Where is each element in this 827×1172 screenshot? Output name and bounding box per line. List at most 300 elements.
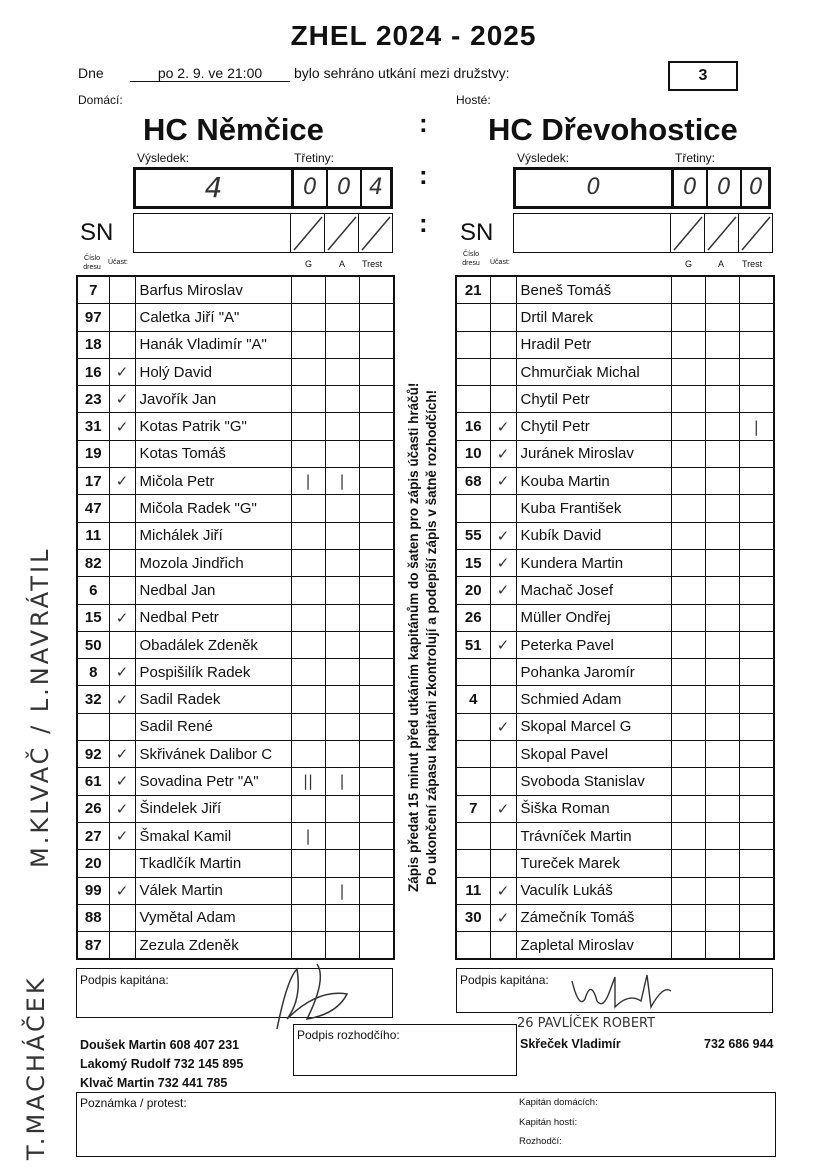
- attendance-check[interactable]: ✓: [490, 631, 516, 658]
- assists-cell[interactable]: [705, 877, 739, 904]
- attendance-check[interactable]: ✓: [109, 386, 135, 413]
- player-number[interactable]: 15: [456, 549, 490, 576]
- away-col-a: A: [718, 259, 725, 269]
- goals-cell[interactable]: [671, 795, 705, 822]
- penalty-cell[interactable]: [739, 495, 774, 522]
- player-number[interactable]: 23: [77, 386, 109, 413]
- attendance-check[interactable]: ✓: [490, 713, 516, 740]
- assists-cell[interactable]: |: [325, 877, 359, 904]
- assists-cell[interactable]: [705, 795, 739, 822]
- goals-cell[interactable]: [671, 822, 705, 849]
- attendance-check[interactable]: [109, 549, 135, 576]
- penalty-cell[interactable]: [739, 904, 774, 931]
- assists-cell[interactable]: [705, 686, 739, 713]
- player-name: Schmied Adam: [516, 686, 671, 713]
- goals-cell[interactable]: [291, 522, 325, 549]
- assists-cell[interactable]: [325, 631, 359, 658]
- attendance-check[interactable]: [109, 440, 135, 467]
- penalty-cell[interactable]: [739, 604, 774, 631]
- goals-cell[interactable]: [291, 495, 325, 522]
- attendance-check[interactable]: [490, 659, 516, 686]
- assists-cell[interactable]: [705, 850, 739, 877]
- home-player-row: [77, 331, 394, 358]
- attendance-check[interactable]: [490, 358, 516, 385]
- player-number[interactable]: 7: [77, 276, 109, 304]
- attendance-check[interactable]: [490, 822, 516, 849]
- assists-cell[interactable]: [325, 522, 359, 549]
- attendance-check[interactable]: [109, 577, 135, 604]
- player-number[interactable]: 51: [456, 631, 490, 658]
- player-number[interactable]: 11: [77, 522, 109, 549]
- player-name: Beneš Tomáš: [516, 276, 671, 304]
- home-final-score[interactable]: 4: [136, 170, 294, 206]
- attendance-check[interactable]: ✓: [490, 577, 516, 604]
- assists-cell[interactable]: |: [325, 468, 359, 495]
- goals-cell[interactable]: [671, 468, 705, 495]
- penalty-cell[interactable]: [359, 604, 394, 631]
- penalty-cell[interactable]: [359, 495, 394, 522]
- notes-box[interactable]: [76, 1092, 776, 1157]
- goals-cell[interactable]: [671, 276, 705, 304]
- assists-cell[interactable]: [325, 604, 359, 631]
- assists-cell[interactable]: [705, 331, 739, 358]
- player-number[interactable]: 55: [456, 522, 490, 549]
- penalty-cell[interactable]: [739, 468, 774, 495]
- assists-cell[interactable]: [705, 440, 739, 467]
- player-number[interactable]: 16: [77, 358, 109, 385]
- attendance-check[interactable]: ✓: [109, 686, 135, 713]
- penalty-cell[interactable]: [739, 440, 774, 467]
- penalty-cell[interactable]: [739, 549, 774, 576]
- penalty-cell[interactable]: [359, 440, 394, 467]
- penalty-cell[interactable]: [359, 713, 394, 740]
- home-col-ucast: Účast:: [108, 259, 128, 266]
- attendance-check[interactable]: [490, 768, 516, 795]
- player-number[interactable]: 88: [77, 904, 109, 931]
- attendance-check[interactable]: ✓: [109, 741, 135, 768]
- goals-cell[interactable]: [671, 850, 705, 877]
- home-period-1[interactable]: 0: [294, 170, 328, 206]
- player-number[interactable]: 82: [77, 549, 109, 576]
- home-player-row: [77, 304, 394, 331]
- penalty-cell[interactable]: [739, 659, 774, 686]
- goals-cell[interactable]: [671, 331, 705, 358]
- player-number[interactable]: 30: [456, 904, 490, 931]
- goals-cell[interactable]: [671, 877, 705, 904]
- assists-cell[interactable]: [705, 577, 739, 604]
- player-number[interactable]: 97: [77, 304, 109, 331]
- penalty-cell[interactable]: [359, 276, 394, 304]
- attendance-check[interactable]: ✓: [109, 358, 135, 385]
- goals-cell[interactable]: [671, 932, 705, 960]
- goals-cell[interactable]: [671, 904, 705, 931]
- goals-cell[interactable]: [671, 686, 705, 713]
- player-name: Kotas Tomáš: [135, 440, 291, 467]
- goals-cell[interactable]: [291, 276, 325, 304]
- player-number[interactable]: 11: [456, 877, 490, 904]
- goals-cell[interactable]: [671, 604, 705, 631]
- penalty-cell[interactable]: [739, 331, 774, 358]
- goals-cell[interactable]: [671, 577, 705, 604]
- date-field[interactable]: po 2. 9. ve 21:00: [130, 65, 290, 82]
- assists-cell[interactable]: [705, 304, 739, 331]
- penalty-cell[interactable]: [739, 304, 774, 331]
- assists-cell[interactable]: [705, 741, 739, 768]
- goals-cell[interactable]: [671, 495, 705, 522]
- goals-cell[interactable]: [291, 659, 325, 686]
- goals-cell[interactable]: [291, 932, 325, 960]
- player-number[interactable]: 4: [456, 686, 490, 713]
- home-sn-box[interactable]: [133, 213, 393, 253]
- assists-cell[interactable]: [705, 386, 739, 413]
- goals-cell[interactable]: [291, 713, 325, 740]
- penalty-cell[interactable]: [739, 713, 774, 740]
- goals-cell[interactable]: [671, 741, 705, 768]
- goals-cell[interactable]: [291, 358, 325, 385]
- goals-cell[interactable]: [291, 850, 325, 877]
- attendance-check[interactable]: [490, 741, 516, 768]
- page-title: ZHEL 2024 - 2025: [290, 20, 537, 51]
- attendance-check[interactable]: ✓: [490, 877, 516, 904]
- attendance-check[interactable]: [109, 304, 135, 331]
- home-label: Domácí:: [78, 93, 123, 107]
- assists-cell[interactable]: [325, 822, 359, 849]
- assists-cell[interactable]: [325, 577, 359, 604]
- away-period-1[interactable]: 0: [674, 170, 708, 206]
- assists-cell[interactable]: [325, 713, 359, 740]
- assists-cell[interactable]: [325, 932, 359, 960]
- match-number-box[interactable]: 3: [668, 61, 738, 91]
- assists-cell[interactable]: [325, 304, 359, 331]
- assists-cell[interactable]: [325, 549, 359, 576]
- penalty-cell[interactable]: [359, 877, 394, 904]
- home-player-row: [77, 795, 394, 822]
- goals-cell[interactable]: [291, 877, 325, 904]
- assists-cell[interactable]: [705, 768, 739, 795]
- attendance-check[interactable]: [490, 331, 516, 358]
- attendance-check[interactable]: ✓: [109, 468, 135, 495]
- assists-cell[interactable]: [705, 495, 739, 522]
- goals-cell[interactable]: [291, 904, 325, 931]
- penalty-cell[interactable]: [739, 522, 774, 549]
- penalty-cell[interactable]: [359, 768, 394, 795]
- player-number[interactable]: [456, 659, 490, 686]
- goals-cell[interactable]: [291, 604, 325, 631]
- sn-strike-marks: [670, 214, 772, 252]
- player-number[interactable]: 61: [77, 768, 109, 795]
- player-number[interactable]: 18: [77, 331, 109, 358]
- away-captain-signature-box[interactable]: [456, 968, 773, 1013]
- player-number[interactable]: [456, 386, 490, 413]
- penalty-cell[interactable]: [739, 795, 774, 822]
- player-name: Caletka Jiří "A": [135, 304, 291, 331]
- attendance-check[interactable]: ✓: [490, 795, 516, 822]
- player-number[interactable]: 32: [77, 686, 109, 713]
- player-number[interactable]: 20: [77, 850, 109, 877]
- player-number[interactable]: 6: [77, 577, 109, 604]
- attendance-check[interactable]: [490, 495, 516, 522]
- attendance-check[interactable]: [109, 850, 135, 877]
- home-period-2[interactable]: 0: [328, 170, 362, 206]
- penalty-cell[interactable]: |: [739, 413, 774, 440]
- penalty-cell[interactable]: [359, 304, 394, 331]
- player-number[interactable]: 50: [77, 631, 109, 658]
- home-player-row: [77, 468, 394, 495]
- away-player-row: [456, 495, 774, 522]
- player-number[interactable]: 7: [456, 795, 490, 822]
- player-number[interactable]: [456, 331, 490, 358]
- attendance-check[interactable]: ✓: [490, 440, 516, 467]
- penalty-cell[interactable]: [359, 549, 394, 576]
- assists-cell[interactable]: [325, 276, 359, 304]
- penalty-cell[interactable]: [359, 358, 394, 385]
- assists-cell[interactable]: |: [325, 768, 359, 795]
- assists-cell[interactable]: [325, 795, 359, 822]
- penalty-cell[interactable]: [739, 741, 774, 768]
- away-captain-signature: [567, 971, 677, 1013]
- home-period-3[interactable]: 4: [369, 175, 383, 200]
- player-number[interactable]: [456, 358, 490, 385]
- player-name: Chytil Petr: [516, 386, 671, 413]
- away-col-g: G: [685, 259, 693, 269]
- attendance-check[interactable]: ✓: [109, 795, 135, 822]
- player-number[interactable]: 26: [77, 795, 109, 822]
- attendance-check[interactable]: [490, 386, 516, 413]
- attendance-check[interactable]: [109, 522, 135, 549]
- penalty-cell[interactable]: [739, 877, 774, 904]
- goals-cell[interactable]: [671, 358, 705, 385]
- away-player-row: [456, 741, 774, 768]
- player-number[interactable]: 99: [77, 877, 109, 904]
- penalty-cell[interactable]: [359, 686, 394, 713]
- player-number[interactable]: 21: [456, 276, 490, 304]
- goals-cell[interactable]: [671, 413, 705, 440]
- assists-cell[interactable]: [325, 440, 359, 467]
- penalty-cell[interactable]: [739, 932, 774, 960]
- goals-cell[interactable]: [671, 386, 705, 413]
- goals-cell[interactable]: [291, 795, 325, 822]
- assists-cell[interactable]: [705, 713, 739, 740]
- attendance-check[interactable]: [109, 904, 135, 931]
- assists-cell[interactable]: [325, 741, 359, 768]
- goals-cell[interactable]: [291, 331, 325, 358]
- home-captain-signature-box[interactable]: [76, 968, 393, 1018]
- assists-cell[interactable]: [705, 822, 739, 849]
- away-final-score[interactable]: 0: [516, 170, 674, 206]
- assists-cell[interactable]: [325, 686, 359, 713]
- attendance-check[interactable]: ✓: [109, 822, 135, 849]
- away-period-3[interactable]: 0: [749, 175, 763, 200]
- attendance-check[interactable]: ✓: [109, 413, 135, 440]
- home-player-row: [77, 358, 394, 385]
- assists-cell[interactable]: [325, 413, 359, 440]
- attendance-check[interactable]: [490, 604, 516, 631]
- assists-cell[interactable]: [325, 358, 359, 385]
- attendance-check[interactable]: ✓: [490, 904, 516, 931]
- player-number[interactable]: [456, 713, 490, 740]
- home-result-label: Výsledek:: [137, 151, 190, 165]
- official-entry: Doušek Martin 608 407 231: [80, 1038, 240, 1052]
- goals-cell[interactable]: [671, 440, 705, 467]
- penalty-cell[interactable]: [739, 358, 774, 385]
- official-right-phone: 732 686 944: [704, 1037, 774, 1051]
- attendance-check[interactable]: [109, 631, 135, 658]
- away-player-row: [456, 304, 774, 331]
- assists-cell[interactable]: [705, 631, 739, 658]
- player-number[interactable]: 26: [456, 604, 490, 631]
- penalty-cell[interactable]: [359, 850, 394, 877]
- attendance-check[interactable]: [109, 932, 135, 960]
- attendance-check[interactable]: [490, 686, 516, 713]
- player-number[interactable]: 31: [77, 413, 109, 440]
- assists-cell[interactable]: [705, 276, 739, 304]
- player-name: Zezula Zdeněk: [135, 932, 291, 960]
- assists-cell[interactable]: [705, 522, 739, 549]
- goals-cell[interactable]: [671, 631, 705, 658]
- penalty-cell[interactable]: [359, 522, 394, 549]
- player-number[interactable]: [456, 304, 490, 331]
- assists-cell[interactable]: [705, 659, 739, 686]
- player-number[interactable]: 68: [456, 468, 490, 495]
- player-number[interactable]: 20: [456, 577, 490, 604]
- penalty-cell[interactable]: [739, 577, 774, 604]
- attendance-check[interactable]: [490, 850, 516, 877]
- penalty-cell[interactable]: [359, 413, 394, 440]
- assists-cell[interactable]: [325, 659, 359, 686]
- player-number[interactable]: 16: [456, 413, 490, 440]
- player-number[interactable]: 17: [77, 468, 109, 495]
- away-period-2[interactable]: 0: [708, 170, 742, 206]
- assists-cell[interactable]: [705, 904, 739, 931]
- assists-cell[interactable]: [325, 331, 359, 358]
- goals-cell[interactable]: [671, 549, 705, 576]
- penalty-cell[interactable]: [739, 768, 774, 795]
- attendance-check[interactable]: ✓: [490, 413, 516, 440]
- penalty-cell[interactable]: [359, 386, 394, 413]
- penalty-cell[interactable]: [739, 686, 774, 713]
- goals-cell[interactable]: [291, 386, 325, 413]
- assists-cell[interactable]: [705, 468, 739, 495]
- attendance-check[interactable]: ✓: [109, 604, 135, 631]
- penalty-cell[interactable]: [739, 276, 774, 304]
- penalty-cell[interactable]: [359, 468, 394, 495]
- goals-cell[interactable]: |: [291, 822, 325, 849]
- player-number[interactable]: [456, 768, 490, 795]
- assists-cell[interactable]: [705, 413, 739, 440]
- penalty-cell[interactable]: [359, 795, 394, 822]
- player-number[interactable]: [77, 713, 109, 740]
- player-number[interactable]: 15: [77, 604, 109, 631]
- player-number[interactable]: 27: [77, 822, 109, 849]
- assists-cell[interactable]: [325, 386, 359, 413]
- player-number[interactable]: 87: [77, 932, 109, 960]
- attendance-check[interactable]: ✓: [490, 522, 516, 549]
- player-number[interactable]: 8: [77, 659, 109, 686]
- attendance-check[interactable]: [490, 276, 516, 304]
- assists-cell[interactable]: [705, 358, 739, 385]
- penalty-cell[interactable]: [359, 904, 394, 931]
- attendance-check[interactable]: [109, 713, 135, 740]
- player-number[interactable]: [456, 822, 490, 849]
- home-player-row: [77, 577, 394, 604]
- player-number[interactable]: [456, 741, 490, 768]
- goals-cell[interactable]: [671, 713, 705, 740]
- penalty-cell[interactable]: [739, 822, 774, 849]
- assists-cell[interactable]: [705, 604, 739, 631]
- goals-cell[interactable]: |: [291, 468, 325, 495]
- home-player-row: [77, 386, 394, 413]
- goals-cell[interactable]: [291, 440, 325, 467]
- attendance-check[interactable]: ✓: [490, 549, 516, 576]
- player-number[interactable]: 19: [77, 440, 109, 467]
- attendance-check[interactable]: [109, 276, 135, 304]
- goals-cell[interactable]: [291, 631, 325, 658]
- player-number[interactable]: 92: [77, 741, 109, 768]
- goals-cell[interactable]: [291, 686, 325, 713]
- player-number[interactable]: 10: [456, 440, 490, 467]
- assists-cell[interactable]: [325, 904, 359, 931]
- goals-cell[interactable]: ||: [291, 768, 325, 795]
- goals-cell[interactable]: [671, 768, 705, 795]
- attendance-check[interactable]: [109, 495, 135, 522]
- penalty-cell[interactable]: [359, 822, 394, 849]
- penalty-cell[interactable]: [739, 850, 774, 877]
- player-number[interactable]: [456, 850, 490, 877]
- penalty-cell[interactable]: [359, 631, 394, 658]
- goals-cell[interactable]: [671, 659, 705, 686]
- player-number[interactable]: [456, 495, 490, 522]
- penalty-cell[interactable]: [359, 577, 394, 604]
- assists-cell[interactable]: [705, 932, 739, 960]
- attendance-check[interactable]: [490, 932, 516, 960]
- attendance-check[interactable]: ✓: [109, 877, 135, 904]
- penalty-cell[interactable]: [359, 741, 394, 768]
- attendance-check[interactable]: [109, 331, 135, 358]
- penalty-cell[interactable]: [739, 386, 774, 413]
- player-name: Sovadina Petr "A": [135, 768, 291, 795]
- attendance-check[interactable]: ✓: [490, 468, 516, 495]
- goals-cell[interactable]: [671, 304, 705, 331]
- referee-signature-box[interactable]: [293, 1024, 517, 1076]
- player-number[interactable]: [456, 932, 490, 960]
- assists-cell[interactable]: [325, 495, 359, 522]
- notes-label: Poznámka / protest:: [80, 1096, 187, 1110]
- goals-cell[interactable]: [291, 304, 325, 331]
- penalty-cell[interactable]: [359, 331, 394, 358]
- instruction-line-2: Po ukončení zápasu kapitáni zkontrolují a podepíší zápis v šatně rozhodčích!: [424, 389, 439, 885]
- goals-cell[interactable]: [291, 549, 325, 576]
- penalty-cell[interactable]: [739, 631, 774, 658]
- assists-cell[interactable]: [325, 850, 359, 877]
- away-player-row: [456, 713, 774, 740]
- away-sn-box[interactable]: [513, 213, 773, 253]
- home-periods-label: Třetiny:: [294, 151, 335, 165]
- assists-cell[interactable]: [705, 549, 739, 576]
- player-number[interactable]: 47: [77, 495, 109, 522]
- away-player-row: [456, 549, 774, 576]
- penalty-cell[interactable]: [359, 659, 394, 686]
- goals-cell[interactable]: [671, 522, 705, 549]
- goals-cell[interactable]: [291, 741, 325, 768]
- penalty-cell[interactable]: [359, 932, 394, 960]
- attendance-check[interactable]: ✓: [109, 659, 135, 686]
- away-score-box: [513, 167, 771, 209]
- attendance-check[interactable]: ✓: [109, 768, 135, 795]
- goals-cell[interactable]: [291, 413, 325, 440]
- goals-cell[interactable]: [291, 577, 325, 604]
- away-player-row: [456, 386, 774, 413]
- attendance-check[interactable]: [490, 304, 516, 331]
